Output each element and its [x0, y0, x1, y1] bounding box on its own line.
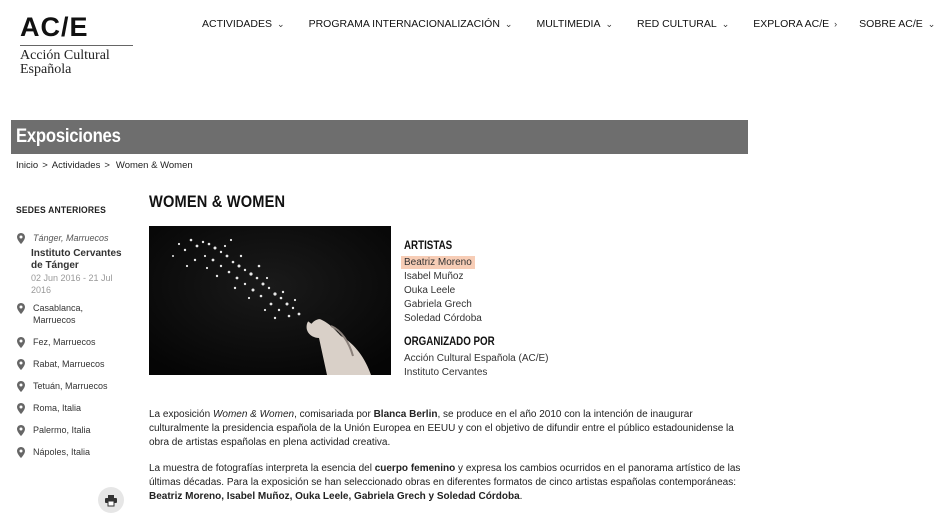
print-button[interactable] — [98, 487, 124, 513]
breadcrumb-current: Women & Women — [115, 160, 193, 171]
sidebar-item-palermo[interactable] — [16, 424, 124, 436]
sidebar-item-label: Rabat, Marruecos — [33, 359, 105, 369]
text-run-bold: Beatriz Moreno, Isabel Muñoz, Ouka Leele, Gabriela Grech y Soledad Córdoba — [149, 491, 520, 502]
banner-title: Exposiciones — [16, 126, 121, 147]
chevron-right-icon: › — [834, 19, 838, 29]
text-run-italic: Women & Women — [212, 409, 295, 420]
breadcrumb-separator: > — [42, 160, 48, 171]
logo-subtitle-2: Española — [20, 62, 72, 77]
organizer-link[interactable]: Instituto Cervantes — [404, 367, 488, 378]
artist-link[interactable]: Ouka Leele — [404, 285, 456, 296]
artists-list — [404, 256, 604, 326]
nav-label: RED CULTURAL — [637, 18, 717, 30]
artist-link-highlighted[interactable]: Beatriz Moreno — [401, 256, 475, 269]
text-run-bold: cuerpo femenino — [374, 463, 456, 474]
location-pin-icon — [17, 447, 25, 458]
section-banner — [11, 120, 748, 154]
sidebar-dates: 02 Jun 2016 - 21 Jul 2016 — [31, 273, 113, 295]
artist-link[interactable]: Isabel Muñoz — [404, 271, 464, 282]
text-run: La muestra de fotografías interpreta la esencia del — [149, 463, 375, 474]
nav-item-programa[interactable] — [309, 18, 513, 30]
text-run: , comisariada por — [294, 409, 374, 420]
sidebar-item-napoles[interactable] — [16, 446, 124, 458]
sidebar-item-active[interactable] — [16, 232, 124, 244]
organizer-link[interactable]: Acción Cultural Española (AC/E) — [404, 353, 549, 364]
artists-heading: ARTISTAS — [404, 240, 453, 252]
sidebar-venue[interactable]: Instituto Cervantes de Tánger — [31, 248, 122, 271]
nav-label: SOBRE AC/E — [859, 18, 923, 30]
sidebar-item-label: Palermo, Italia — [33, 425, 91, 435]
description — [149, 408, 751, 516]
previous-venues-sidebar — [16, 205, 124, 458]
text-run: , se produce en el año 2010 con la intención de inaugurar culturalmente la presidencia española de la Unión Europea en EEUU y con el objetivo de difundir entre el público estadounidense la obra de artistas españolas en plena actividad creativa. — [149, 409, 734, 448]
sidebar-item-label: Fez, Marruecos — [33, 337, 96, 347]
sidebar-item-label: Casablanca, Marruecos — [33, 303, 84, 325]
sidebar-item-rabat[interactable] — [16, 358, 124, 370]
chevron-down-icon: ⌄ — [927, 18, 935, 29]
nav-item-red-cultural[interactable] — [637, 18, 729, 30]
description-paragraph-2 — [149, 462, 751, 504]
site-logo[interactable] — [20, 14, 135, 77]
artist-link[interactable]: Gabriela Grech — [404, 299, 472, 310]
nav-label: EXPLORA AC/E — [753, 18, 830, 30]
chevron-down-icon: ⌄ — [504, 18, 513, 29]
sidebar-heading: SEDES ANTERIORES — [16, 205, 106, 216]
butterflies-woman-image — [149, 226, 391, 375]
breadcrumb-link-actividades[interactable]: Actividades — [51, 160, 101, 171]
chevron-down-icon: ⌄ — [277, 18, 285, 29]
logo-divider — [20, 45, 133, 46]
sidebar-item-roma[interactable] — [16, 402, 124, 414]
text-run: . — [519, 491, 523, 502]
location-pin-icon — [17, 303, 25, 314]
organizers-list — [404, 352, 604, 380]
breadcrumb-link-inicio[interactable]: Inicio — [16, 160, 39, 171]
nav-label: ACTIVIDADES — [202, 18, 273, 30]
organized-heading: ORGANIZADO POR — [404, 336, 495, 348]
artist-link[interactable]: Soledad Córdoba — [404, 313, 482, 324]
page-title: WOMEN & WOMEN — [149, 192, 286, 211]
chevron-down-icon: ⌄ — [721, 18, 730, 29]
location-pin-icon — [17, 337, 25, 348]
logo-subtitle-1: Acción Cultural — [20, 48, 110, 63]
location-pin-icon — [17, 359, 25, 370]
description-paragraph-1 — [149, 408, 751, 450]
location-pin-icon — [17, 381, 25, 392]
text-run-bold: Blanca Berlin — [373, 409, 438, 420]
sidebar-item-label: Nápoles, Italia — [33, 447, 91, 457]
nav-item-actividades[interactable] — [202, 18, 285, 30]
sidebar-item-casablanca[interactable] — [16, 302, 124, 326]
nav-label: MULTIMEDIA — [536, 18, 601, 30]
exhibition-photo — [149, 226, 391, 375]
exhibition-info — [404, 240, 604, 380]
printer-icon — [105, 495, 117, 506]
location-pin-icon — [17, 233, 25, 244]
text-run: La exposición — [149, 409, 213, 420]
nav-item-explora[interactable] — [753, 18, 837, 30]
chevron-down-icon: ⌄ — [605, 18, 613, 29]
logo-text: AC/E — [20, 12, 89, 42]
sidebar-city: Tánger, Marruecos — [33, 233, 109, 243]
nav-item-multimedia[interactable] — [536, 18, 613, 30]
location-pin-icon — [17, 425, 25, 436]
nav-label: PROGRAMA INTERNACIONALIZACIÓN — [308, 18, 500, 30]
main-nav — [202, 18, 935, 30]
sidebar-item-label: Tetuán, Marruecos — [33, 381, 108, 391]
location-pin-icon — [17, 403, 25, 414]
text-run: y expresa los cambios ocurridos en el panorama artístico de las últimas décadas. Para la exposición se han seleccionado obras en diferentes formatos de cinco artistas españolas contemporáneas: — [149, 463, 741, 488]
nav-item-sobre[interactable] — [859, 18, 935, 30]
sidebar-item-fez[interactable] — [16, 336, 124, 348]
breadcrumb — [16, 160, 197, 171]
breadcrumb-separator: > — [104, 160, 110, 171]
sidebar-item-label: Roma, Italia — [33, 403, 82, 413]
sidebar-item-tetuan[interactable] — [16, 380, 124, 392]
